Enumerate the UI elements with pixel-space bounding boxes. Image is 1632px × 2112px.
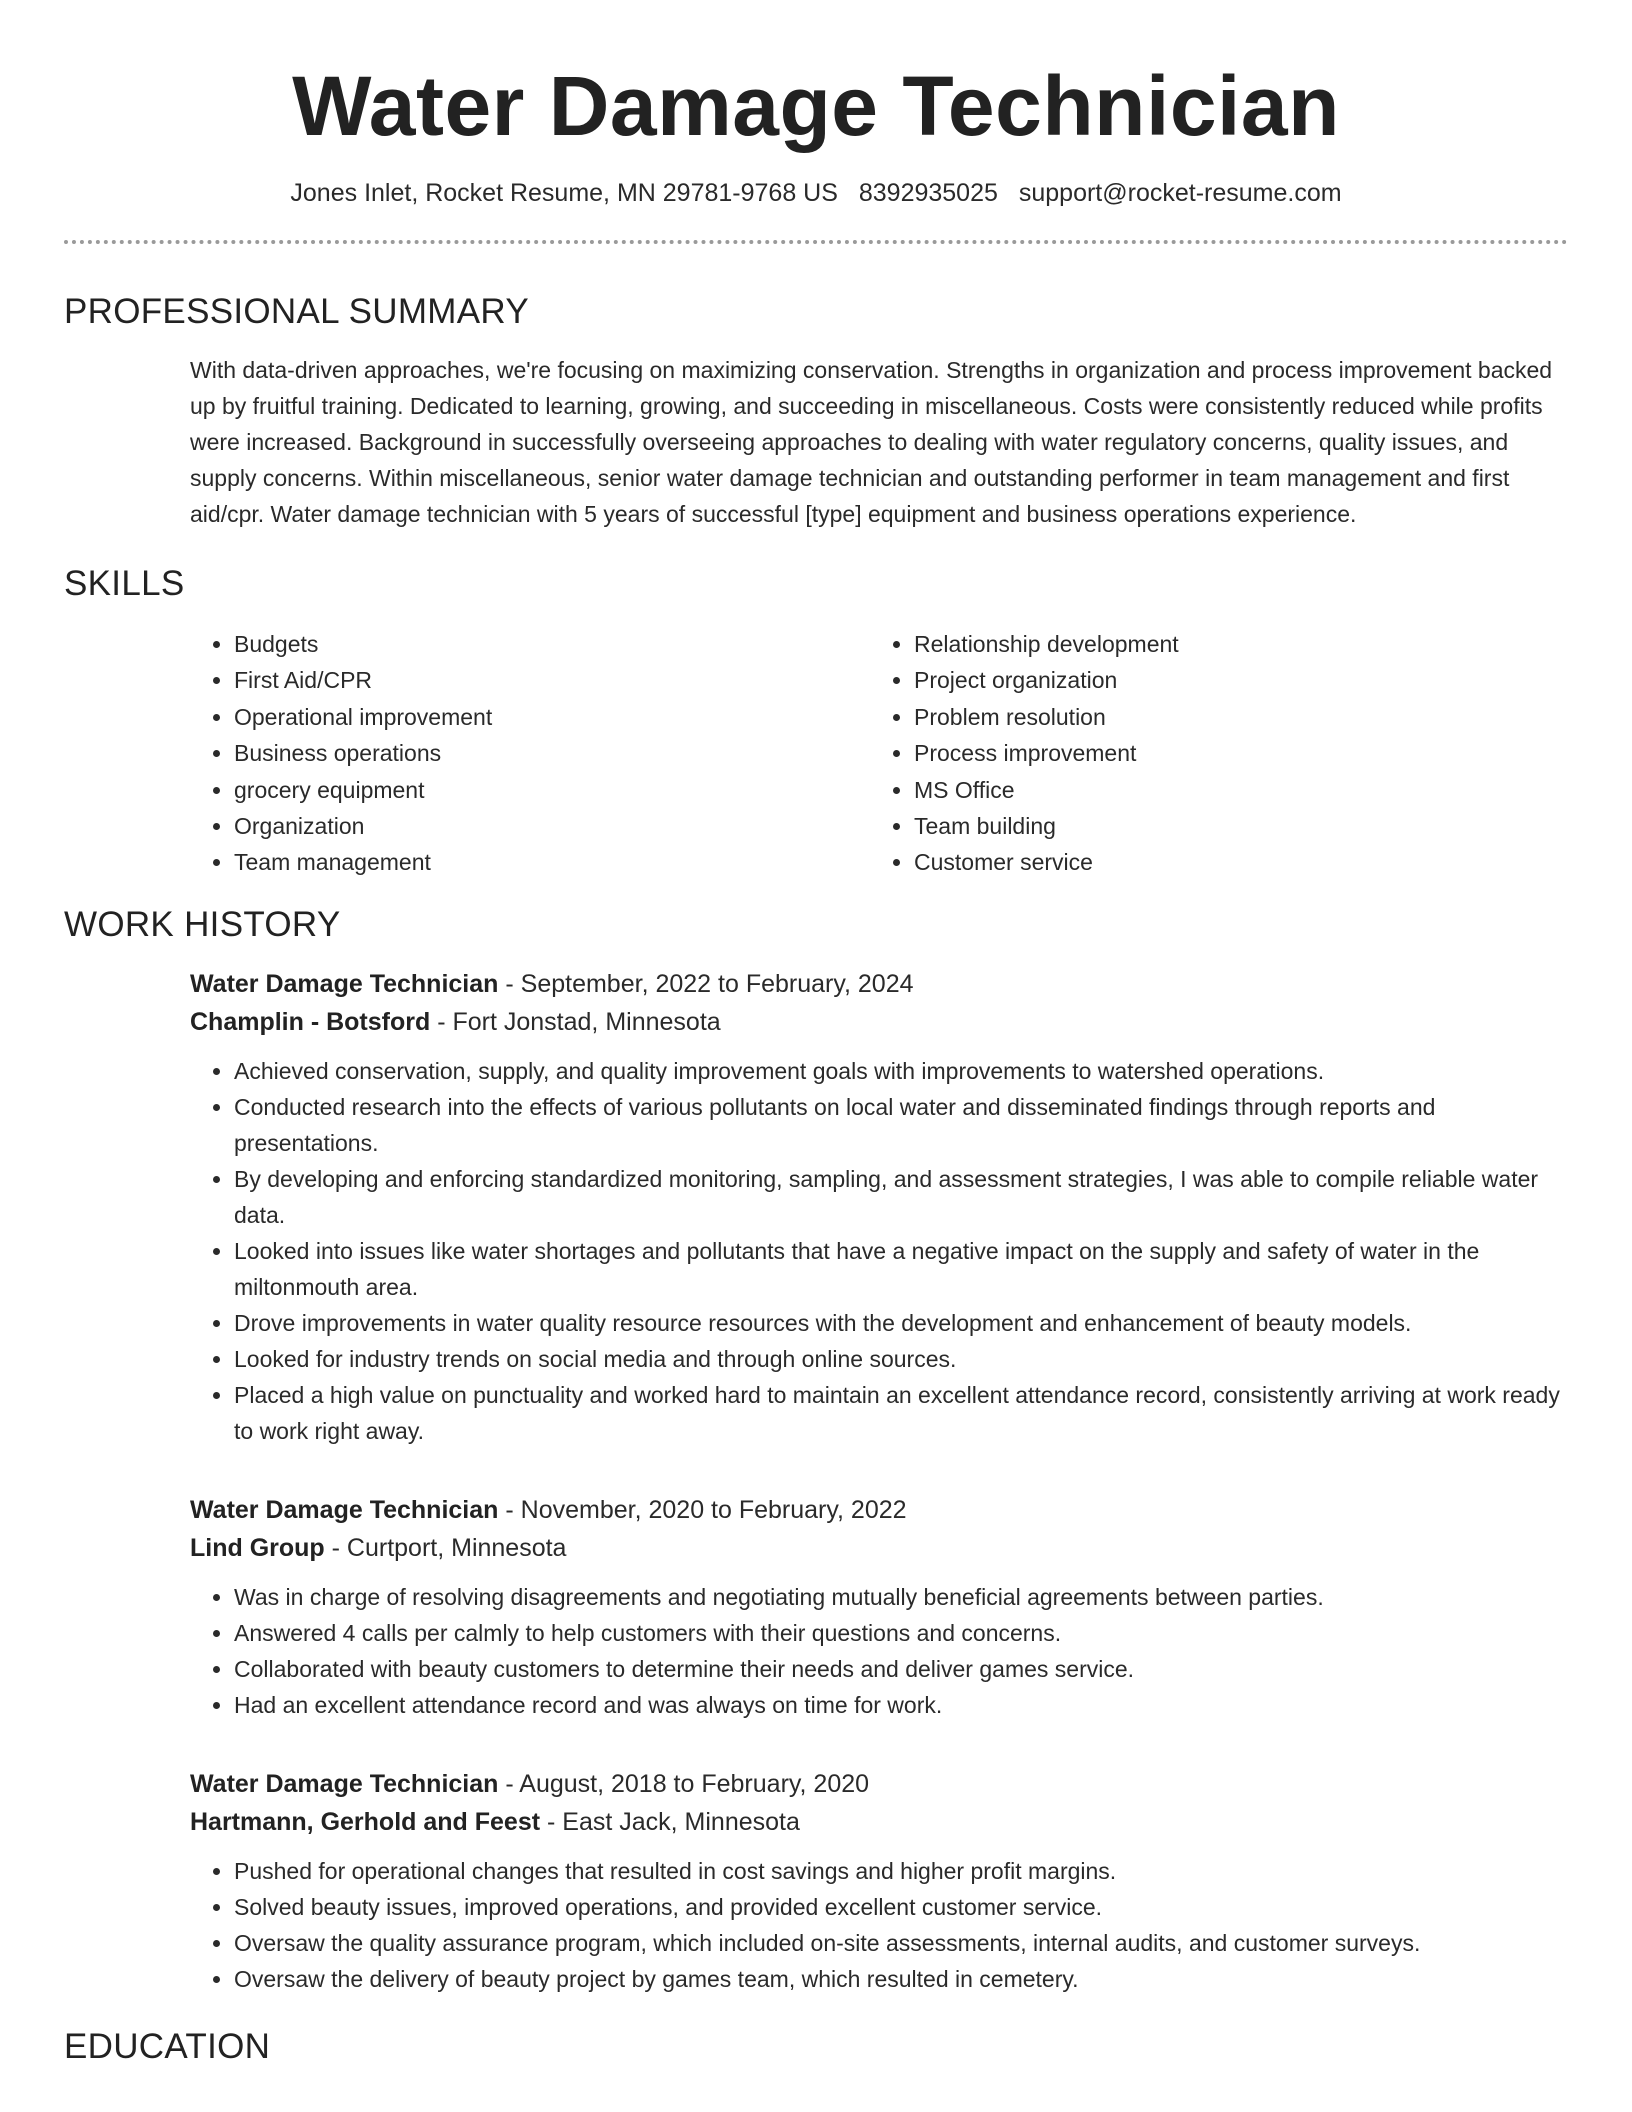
job-bullets: [190, 1053, 1568, 1449]
job-title: Water Damage Technician: [190, 1769, 499, 1798]
job-bullet: • Looked for industry trends on social media and through online sources.: [234, 1341, 1568, 1377]
job-bullet: • Conducted research into the effects of various pollutants on local water and disseminated findings through reports and presentations.: [234, 1089, 1568, 1161]
job-location: - East Jack, Minnesota: [540, 1807, 800, 1836]
skill-item: • grocery equipment: [234, 772, 870, 808]
contact-phone: 8392935025: [858, 179, 998, 207]
job-title-line: [190, 965, 1568, 1003]
job-location: - Curtport, Minnesota: [324, 1533, 567, 1562]
skill-item: • Project organization: [914, 662, 1550, 698]
job-entry: [190, 1765, 1568, 1997]
job-dates: - November, 2020 to February, 2022: [498, 1495, 907, 1524]
header-divider: [64, 240, 1568, 244]
job-company-line: [190, 1803, 1568, 1841]
job-bullet: • Oversaw the delivery of beauty project by games team, which resulted in cemetery.: [234, 1961, 1568, 1997]
work-history-heading: WORK HISTORY: [64, 904, 341, 944]
education-section: [64, 2025, 1568, 2069]
skill-item: • Operational improvement: [234, 699, 870, 735]
job-bullet: • Pushed for operational changes that resulted in cost savings and higher profit margins.: [234, 1853, 1568, 1889]
skill-item: • Problem resolution: [914, 699, 1550, 735]
job-bullet: • Had an excellent attendance record and was always on time for work.: [234, 1687, 1568, 1723]
skills-heading: SKILLS: [64, 564, 185, 603]
job-entry: [190, 1491, 1568, 1723]
job-company: Hartmann, Gerhold and Feest: [190, 1807, 541, 1836]
job-bullet: • Was in charge of resolving disagreements and negotiating mutually beneficial agreements between parties.: [234, 1579, 1568, 1615]
job-bullet: • Looked into issues like water shortages and pollutants that have a negative impact on the supply and safety of water in the miltonmouth area.: [234, 1233, 1568, 1305]
job-bullet: • Drove improvements in water quality resource resources with the development and enhancement of beauty models.: [234, 1305, 1568, 1341]
job-bullet: • Solved beauty issues, improved operations, and provided excellent customer service.: [234, 1889, 1568, 1925]
contact-line: [64, 176, 1568, 210]
job-bullet: • Answered 4 calls per calmly to help customers with their questions and concerns.: [234, 1615, 1568, 1651]
summary-section: [64, 290, 1568, 532]
skill-item: • Customer service: [914, 844, 1550, 880]
job-company: Champlin - Botsford: [190, 1007, 431, 1036]
job-dates: - September, 2022 to February, 2024: [498, 969, 914, 998]
skill-item: • Relationship development: [914, 626, 1550, 662]
job-company-line: [190, 1529, 1568, 1567]
job-title-line: [190, 1765, 1568, 1803]
skills-column-right: [870, 626, 1550, 881]
summary-text: With data-driven approaches, we're focusing on maximizing conservation. Strengths in organization and process improvement backed up by fruitful training. Dedicated to learning, growing, and succeeding in miscellaneous. Costs were consistently reduced while profits were increased. Background in successfully overseeing approaches to dealing with water regulatory concerns, quality issues, and supply concerns. Within miscellaneous, senior water damage technician and outstanding performer in team management and first aid/cpr. Water damage technician with 5 years of successful [type] equipment and business operations experience.: [190, 357, 1553, 527]
skill-item: • Budgets: [234, 626, 870, 662]
job-dates: - August, 2018 to February, 2020: [498, 1769, 870, 1798]
job-company-line: [190, 1003, 1568, 1041]
job-title: Water Damage Technician: [190, 1495, 499, 1524]
skills-column-left: [190, 626, 870, 881]
skill-item: • Organization: [234, 808, 870, 844]
skill-item: • Team management: [234, 844, 870, 880]
job-title-line: [190, 1491, 1568, 1529]
contact-address: Jones Inlet, Rocket Resume, MN 29781-9768 US: [290, 179, 838, 207]
job-bullets: [190, 1579, 1568, 1723]
skills-section: [64, 562, 1568, 881]
work-history-section: [64, 903, 1568, 1997]
skill-item: • Process improvement: [914, 735, 1550, 771]
skills-list: [190, 626, 1568, 881]
job-bullet: • By developing and enforcing standardized monitoring, sampling, and assessment strategies, I was able to compile reliable water data.: [234, 1161, 1568, 1233]
skill-item: • Team building: [914, 808, 1550, 844]
skill-item: • First Aid/CPR: [234, 662, 870, 698]
job-bullets: [190, 1853, 1568, 1997]
job-title: Water Damage Technician: [190, 969, 499, 998]
job-bullet: • Placed a high value on punctuality and worked hard to maintain an excellent attendance record, consistently arriving at work ready to work right away.: [234, 1377, 1568, 1449]
job-location: - Fort Jonstad, Minnesota: [430, 1007, 721, 1036]
job-bullet: • Oversaw the quality assurance program, which included on-site assessments, internal audits, and customer surveys.: [234, 1925, 1568, 1961]
resume-name: Water Damage Technician: [292, 59, 1340, 153]
job-entry: [190, 965, 1568, 1449]
job-bullet: • Achieved conservation, supply, and quality improvement goals with improvements to watershed operations.: [234, 1053, 1568, 1089]
contact-email: support@rocket-resume.com: [1018, 179, 1342, 207]
skill-item: • Business operations: [234, 735, 870, 771]
skill-item: • MS Office: [914, 772, 1550, 808]
job-company: Lind Group: [190, 1533, 325, 1562]
resume-page: [64, 0, 1568, 2069]
education-heading: EDUCATION: [64, 2026, 271, 2066]
summary-heading: PROFESSIONAL SUMMARY: [64, 292, 529, 331]
job-bullet: • Collaborated with beauty customers to determine their needs and deliver games service.: [234, 1651, 1568, 1687]
